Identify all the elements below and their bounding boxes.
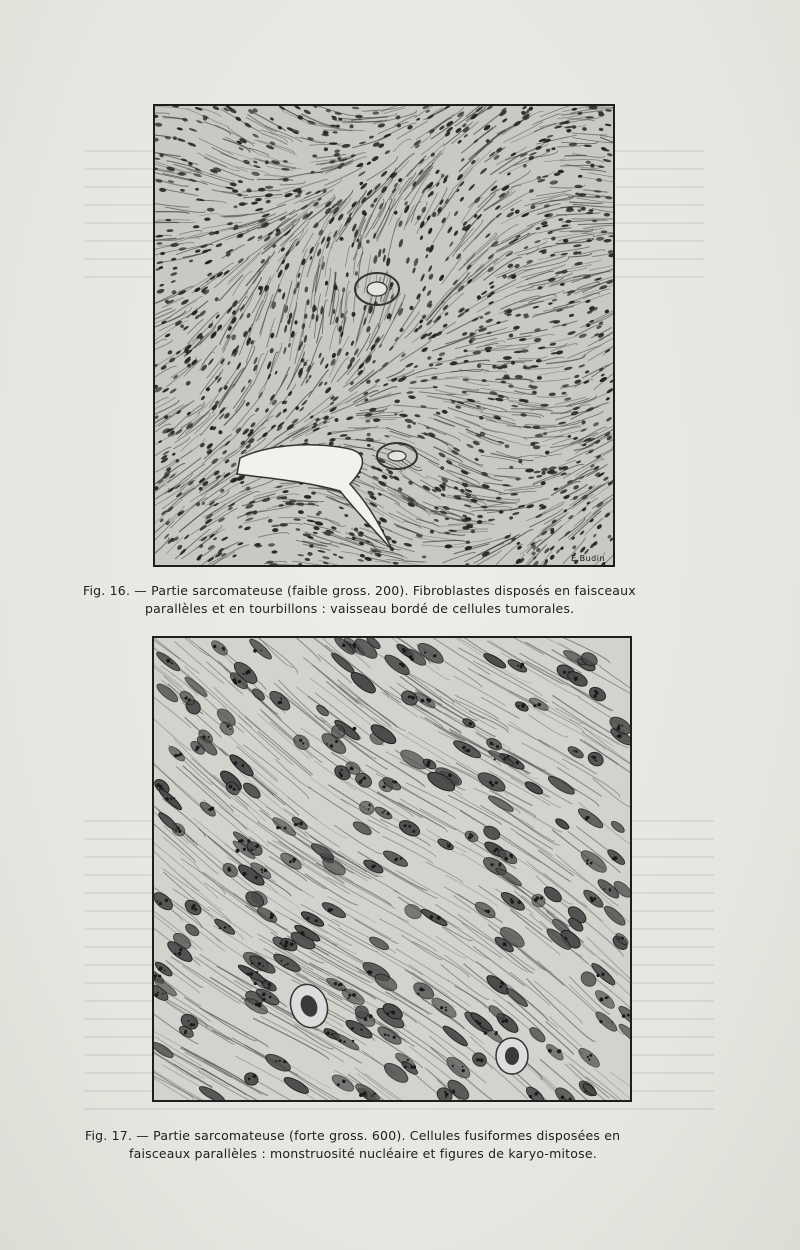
chromatin-granule (175, 831, 177, 833)
chromatin-granule (407, 1059, 409, 1061)
chromatin-granule (195, 749, 198, 752)
chromatin-granule (174, 754, 177, 757)
chromatin-granule (238, 680, 241, 683)
chromatin-granule (462, 1069, 465, 1072)
chromatin-granule (462, 1066, 464, 1068)
chromatin-granule (223, 648, 225, 650)
chromatin-granule (178, 830, 181, 833)
chromatin-granule (213, 645, 216, 648)
chromatin-granule (211, 807, 215, 811)
chromatin-granule (253, 649, 257, 653)
chromatin-granule (494, 758, 496, 760)
chromatin-granule (622, 1014, 626, 1018)
cell-nucleus (312, 154, 317, 157)
chromatin-granule (587, 1056, 589, 1058)
chromatin-granule (363, 1091, 367, 1095)
chromatin-granule (253, 1075, 256, 1078)
chromatin-granule (261, 868, 263, 870)
chromatin-granule (447, 843, 449, 845)
chromatin-granule (349, 644, 351, 646)
chromatin-granule (279, 1060, 281, 1062)
chromatin-granule (188, 698, 191, 701)
chromatin-granule (451, 1092, 453, 1094)
chromatin-granule (233, 788, 236, 791)
cell-nucleus (535, 434, 543, 437)
chromatin-granule (275, 1060, 277, 1062)
chromatin-granule (179, 753, 182, 756)
chromatin-granule (351, 1027, 354, 1030)
chromatin-granule (369, 805, 371, 807)
chromatin-granule (573, 750, 575, 752)
chromatin-granule (331, 1034, 333, 1036)
chromatin-granule (421, 699, 425, 703)
chromatin-granule (261, 871, 263, 873)
chromatin-granule (236, 849, 240, 853)
chromatin-granule (337, 1083, 340, 1086)
chromatin-granule (393, 1036, 396, 1039)
chromatin-granule (301, 931, 304, 934)
chromatin-granule (165, 797, 169, 801)
chromatin-granule (499, 865, 501, 867)
chromatin-granule (174, 953, 176, 955)
chromatin-granule (262, 993, 266, 997)
chromatin-granule (229, 785, 233, 789)
chromatin-granule (268, 987, 270, 989)
chromatin-granule (270, 913, 272, 915)
chromatin-granule (511, 900, 514, 903)
chromatin-granule (561, 1096, 565, 1100)
chromatin-granule (339, 772, 342, 775)
chromatin-granule (529, 1095, 532, 1098)
chromatin-granule (243, 673, 245, 675)
chromatin-granule (574, 679, 577, 682)
chromatin-granule (540, 896, 543, 899)
chromatin-granule (537, 703, 540, 706)
cell-nucleus (515, 478, 520, 481)
chromatin-granule (157, 992, 159, 994)
figure-16-caption (83, 582, 723, 618)
chromatin-granule (586, 859, 589, 862)
chromatin-granule (194, 908, 197, 911)
chromatin-granule (503, 757, 506, 760)
chromatin-granule (595, 692, 598, 695)
chromatin-granule (251, 849, 253, 851)
cell-nucleus (530, 386, 537, 389)
chromatin-granule (264, 869, 268, 873)
chromatin-granule (258, 1004, 262, 1008)
chromatin-granule (467, 749, 471, 753)
chromatin-granule (157, 900, 159, 902)
chromatin-granule (386, 1012, 389, 1015)
chromatin-granule (402, 664, 405, 667)
chromatin-granule (228, 868, 232, 872)
chromatin-granule (234, 761, 238, 765)
chromatin-granule (496, 745, 499, 748)
chromatin-granule (404, 824, 407, 827)
chromatin-granule (184, 1032, 186, 1034)
chromatin-granule (338, 984, 340, 986)
chromatin-granule (486, 910, 490, 914)
chromatin-granule (363, 777, 366, 780)
figure-16-caption-line-2: parallèles et en tourbillons : vaisseau bordé de cellules tumorales. (145, 601, 575, 616)
chromatin-granule (285, 940, 289, 944)
chromatin-granule (268, 983, 271, 986)
chromatin-granule (290, 942, 294, 946)
chromatin-granule (255, 876, 258, 879)
chromatin-granule (575, 750, 577, 752)
chromatin-granule (342, 1080, 345, 1083)
chromatin-granule (412, 830, 415, 833)
chromatin-granule (208, 809, 210, 811)
chromatin-granule (400, 857, 402, 859)
chromatin-granule (593, 694, 596, 697)
chromatin-granule (599, 998, 603, 1002)
chromatin-granule (433, 655, 436, 658)
chromatin-granule (520, 666, 523, 669)
chromatin-granule (248, 1078, 251, 1081)
chromatin-granule (617, 727, 621, 731)
chromatin-granule (557, 1051, 559, 1053)
chromatin-granule (484, 910, 486, 912)
chromatin-granule (242, 765, 245, 768)
chromatin-granule (173, 797, 175, 799)
chromatin-granule (224, 926, 226, 928)
chromatin-granule (159, 967, 163, 971)
chromatin-granule (361, 779, 363, 781)
chromatin-granule (197, 747, 199, 749)
chromatin-granule (316, 919, 318, 921)
chromatin-granule (518, 705, 520, 707)
chromatin-granule (477, 1058, 480, 1061)
chromatin-granule (445, 1093, 449, 1097)
chromatin-granule (284, 944, 288, 948)
chromatin-granule (609, 889, 612, 892)
chromatin-granule (164, 970, 166, 972)
chromatin-granule (359, 1093, 363, 1097)
chromatin-granule (533, 704, 536, 707)
chromatin-granule (452, 1065, 454, 1067)
chromatin-granule (278, 701, 281, 704)
chromatin-granule (343, 1041, 345, 1043)
chromatin-granule (445, 1009, 447, 1011)
chromatin-granule (505, 945, 507, 947)
chromatin-granule (247, 670, 251, 674)
chromatin-granule (262, 965, 264, 967)
chromatin-granule (302, 742, 304, 744)
chromatin-granule (548, 1049, 552, 1053)
chromatin-granule (384, 1034, 387, 1037)
chromatin-granule (255, 844, 259, 848)
chromatin-granule (367, 970, 371, 974)
cell-nucleus (466, 525, 473, 529)
chromatin-granule (448, 774, 450, 776)
chromatin-granule (261, 650, 263, 652)
chromatin-granule (284, 827, 287, 830)
chromatin-granule (504, 1019, 508, 1023)
chromatin-granule (243, 848, 246, 851)
chromatin-granule (427, 760, 431, 764)
chromatin-granule (339, 1039, 342, 1042)
chromatin-granule (165, 899, 168, 902)
chromatin-granule (502, 983, 504, 985)
chromatin-granule (156, 783, 160, 787)
chromatin-granule (166, 659, 168, 661)
chromatin-granule (280, 960, 282, 962)
chromatin-granule (294, 823, 297, 826)
chromatin-granule (445, 1007, 447, 1009)
chromatin-granule (469, 723, 472, 726)
chromatin-granule (162, 993, 164, 995)
chromatin-granule (179, 948, 182, 951)
chromatin-granule (391, 1011, 395, 1015)
figure-17-micrograph (152, 636, 632, 1102)
chromatin-granule (586, 862, 588, 864)
chromatin-granule (534, 898, 538, 902)
chromatin-granule (484, 1031, 488, 1035)
figure-17-caption-line-2: faisceaux parallèles : monstruosité nucléaire et figures de karyo-mitose. (129, 1146, 597, 1161)
chromatin-granule (604, 888, 606, 890)
chromatin-granule (326, 743, 328, 745)
chromatin-granule (495, 781, 498, 784)
chromatin-granule (373, 1093, 375, 1095)
mitotic-figure (496, 1038, 528, 1074)
chromatin-granule (283, 1060, 286, 1063)
chromatin-granule (192, 1023, 195, 1026)
chromatin-granule (618, 938, 620, 940)
chromatin-granule (249, 972, 253, 976)
chromatin-granule (234, 681, 238, 685)
chromatin-granule (424, 651, 426, 653)
chromatin-granule (258, 962, 261, 965)
chromatin-granule (595, 760, 597, 762)
chromatin-granule (588, 1059, 590, 1061)
chromatin-granule (509, 854, 512, 857)
chromatin-granule (503, 1020, 505, 1022)
chromatin-granule (590, 862, 593, 865)
chromatin-granule (293, 861, 295, 863)
chromatin-granule (611, 1021, 613, 1023)
chromatin-granule (187, 1020, 189, 1022)
chromatin-granule (159, 902, 162, 905)
chromatin-granule (383, 810, 385, 812)
chromatin-granule (413, 1065, 417, 1069)
chromatin-granule (352, 1040, 354, 1042)
chromatin-granule (589, 1054, 592, 1057)
chromatin-granule (431, 918, 433, 920)
chromatin-granule (409, 656, 411, 658)
chromatin-granule (270, 916, 274, 920)
chromatin-granule (593, 756, 597, 760)
chromatin-granule (395, 858, 398, 861)
chromatin-granule (267, 962, 269, 964)
chromatin-granule (495, 1033, 498, 1036)
chromatin-granule (518, 900, 522, 904)
chromatin-granule (178, 952, 182, 956)
chromatin-granule (618, 734, 622, 738)
artist-signature: E.Budin (570, 554, 605, 563)
chromatin-granule (208, 736, 210, 738)
chromatin-granule (340, 774, 343, 777)
chromatin-granule (480, 1058, 484, 1062)
chromatin-granule (627, 1014, 630, 1017)
chromatin-granule (444, 1091, 446, 1093)
chromatin-granule (621, 937, 624, 940)
chromatin-granule (350, 767, 353, 770)
chromatin-granule (326, 1031, 329, 1034)
chromatin-granule (478, 1022, 482, 1026)
chromatin-granule (563, 671, 566, 674)
figure-17-caption (85, 1127, 725, 1163)
chromatin-granule (587, 816, 590, 819)
chromatin-granule (437, 916, 441, 920)
figure-17-illustration (154, 638, 630, 1100)
chromatin-granule (612, 857, 615, 860)
chromatin-granule (489, 781, 492, 784)
chromatin-granule (299, 739, 302, 742)
chromatin-granule (426, 698, 429, 701)
chromatin-granule (383, 785, 386, 788)
chromatin-granule (465, 750, 467, 752)
chromatin-granule (471, 834, 474, 837)
chromatin-granule (192, 904, 195, 907)
chromatin-granule (368, 808, 370, 810)
chromatin-granule (408, 825, 411, 828)
cell-nucleus (258, 188, 265, 192)
chromatin-granule (238, 840, 241, 843)
chromatin-granule (615, 857, 617, 859)
chromatin-granule (605, 996, 608, 999)
chromatin-granule (186, 696, 188, 698)
cell-nucleus (349, 124, 353, 128)
chromatin-granule (360, 1028, 362, 1030)
chromatin-granule (382, 812, 384, 814)
chromatin-granule (230, 728, 232, 730)
cell-nucleus (492, 365, 497, 369)
chromatin-granule (247, 973, 250, 976)
chromatin-granule (170, 798, 172, 800)
chromatin-granule (404, 1066, 407, 1069)
chromatin-granule (328, 910, 330, 912)
chromatin-granule (452, 1089, 454, 1091)
chromatin-granule (227, 725, 230, 728)
chromatin-granule (334, 982, 337, 985)
chromatin-granule (621, 725, 623, 727)
chromatin-granule (348, 994, 351, 997)
figure-16-illustration (155, 106, 613, 565)
chromatin-granule (348, 997, 350, 999)
chromatin-granule (393, 781, 395, 783)
chromatin-granule (369, 1014, 373, 1018)
chromatin-granule (600, 1020, 603, 1023)
chromatin-granule (372, 866, 374, 868)
chromatin-granule (427, 764, 430, 767)
chromatin-granule (228, 925, 230, 927)
chromatin-granule (517, 665, 519, 667)
chromatin-granule (289, 860, 292, 863)
chromatin-granule (342, 644, 345, 647)
chromatin-granule (387, 812, 390, 815)
chromatin-granule (158, 975, 161, 978)
figure-16-micrograph (153, 104, 615, 567)
chromatin-granule (284, 964, 286, 966)
chromatin-granule (491, 784, 494, 787)
chromatin-granule (445, 1096, 447, 1098)
chromatin-granule (256, 971, 258, 973)
chromatin-granule (491, 863, 494, 866)
chromatin-granule (504, 857, 508, 861)
chromatin-granule (297, 823, 299, 825)
chromatin-granule (388, 1034, 390, 1036)
chromatin-granule (440, 1006, 443, 1009)
chromatin-granule (276, 826, 279, 829)
chromatin-granule (499, 985, 502, 988)
chromatin-granule (352, 993, 356, 997)
chromatin-granule (155, 993, 159, 997)
chromatin-granule (219, 927, 221, 929)
chromatin-granule (353, 727, 357, 731)
chromatin-granule (462, 746, 466, 750)
chromatin-granule (330, 744, 333, 747)
figure-16-caption-line-1: Fig. 16. — Partie sarcomateuse (faible gross. 200). Fibroblastes disposés en faisceaux (83, 583, 636, 598)
chromatin-granule (475, 1020, 478, 1023)
chromatin-granule (602, 972, 604, 974)
chromatin-granule (493, 850, 496, 853)
chromatin-granule (390, 1011, 392, 1013)
chromatin-granule (507, 756, 509, 758)
chromatin-granule (618, 725, 621, 728)
chromatin-granule (340, 769, 342, 771)
chromatin-granule (299, 822, 303, 826)
chromatin-granule (280, 698, 282, 700)
chromatin-granule (411, 696, 415, 700)
chromatin-granule (490, 742, 493, 745)
chromatin-granule (335, 740, 338, 743)
chromatin-granule (292, 858, 296, 862)
chromatin-granule (515, 761, 519, 765)
chromatin-granule (307, 917, 310, 920)
chromatin-granule (408, 695, 411, 698)
chromatin-granule (593, 897, 596, 900)
chromatin-granule (287, 963, 289, 965)
figure-17-caption-line-1: Fig. 17. — Partie sarcomateuse (forte gross. 600). Cellules fusiformes disposées en (85, 1128, 621, 1143)
chromatin-granule (269, 996, 272, 999)
chromatin-granule (263, 998, 266, 1001)
chromatin-granule (534, 1092, 537, 1095)
chromatin-granule (521, 704, 524, 707)
chromatin-granule (171, 662, 173, 664)
chromatin-granule (419, 987, 423, 991)
chromatin-granule (417, 993, 419, 995)
chromatin-granule (447, 844, 451, 848)
chromatin-granule (242, 873, 245, 876)
chromatin-granule (254, 982, 257, 985)
chromatin-granule (411, 658, 414, 661)
chromatin-granule (596, 974, 599, 977)
